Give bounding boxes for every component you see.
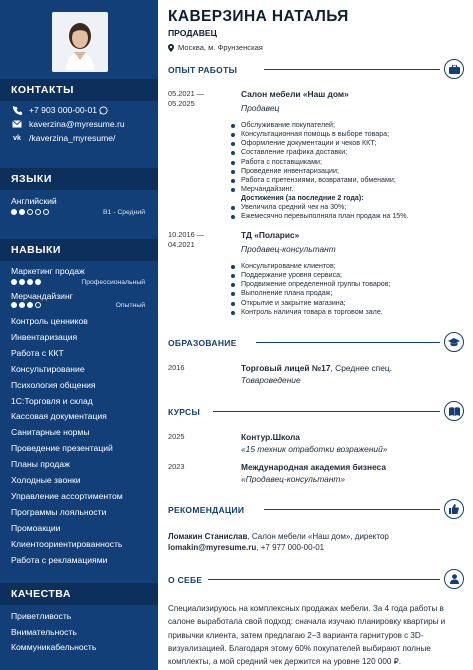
skill-item: Инвентаризация — [11, 331, 78, 342]
bullet-item: Оформление документации и чеков ККТ; — [231, 139, 396, 148]
bullet-item: Контроль наличия товара в торговом зале. — [231, 308, 391, 317]
course-org: Контур.Школа — [241, 432, 300, 442]
location-pin-icon — [168, 44, 174, 52]
skill-item: Работа с рекламациями — [11, 554, 108, 565]
recommendation-contacts — [168, 543, 324, 552]
bullet-item: Увеличила средний чек на 30%; — [231, 203, 408, 212]
level-dot-filled — [19, 279, 25, 285]
quality-item: Коммуникабельность — [11, 642, 97, 652]
bullet-item: Консультирование клиентов; — [231, 262, 391, 271]
bullet-item: Работа с поставщиками; — [231, 158, 396, 167]
graduation-cap-icon — [444, 332, 464, 352]
skill-item: Работа с ККТ — [11, 347, 64, 358]
experience-title: ОПЫТ РАБОТЫ — [168, 65, 238, 75]
recommender-details: , Салон мебели «Наш дом», директор — [247, 532, 389, 541]
vk-value: /kaverzina_myresume/ — [29, 133, 116, 143]
course-name: «15 техник отработки возражений» — [241, 444, 388, 454]
phone-contact[interactable] — [11, 104, 108, 116]
recommender-name: Ломакин Станислав — [168, 532, 248, 541]
email-contact[interactable] — [11, 118, 125, 130]
skill-item: 1С:Торговля и склад — [11, 395, 93, 406]
about-text: Специализируюсь на комплексных продажах мебели. За 4 года работы в салоне выработала свой подход: сначала изучаю планировку квартиры и привычки клиента, затем предлагаю 2–3 варианта гарнитуров с 3D-визуализацией. Благодаря этому 60% покупателей выбирают полные комплекты, а мой средний чек держится на уровне 120 000 ₽. — [168, 604, 446, 667]
level-dot-filled — [11, 279, 17, 285]
course-year: 2023 — [168, 462, 185, 471]
main-content — [158, 0, 473, 670]
course-name: «Продавец-консультант» — [241, 474, 346, 484]
courses-section-header — [168, 401, 464, 421]
bullet-item: Мерчандайзинг. — [231, 185, 396, 194]
skill-item: Консультирование — [11, 363, 85, 374]
email-icon — [11, 120, 23, 128]
job-role: Продавец-консультант — [241, 244, 336, 254]
book-icon — [444, 401, 464, 421]
skill-item: Проведение презентаций — [11, 443, 113, 454]
qualities-title: КАЧЕСТВА — [11, 588, 71, 600]
location — [168, 43, 263, 52]
bullet-item: Проведение инвентаризации; — [231, 167, 396, 176]
quality-item: Приветливость — [11, 611, 72, 621]
level-dot-filled — [35, 279, 41, 285]
skill-rated-dots — [11, 302, 41, 308]
languages-title: ЯЗЫКИ — [11, 173, 52, 185]
language-level-text: B1 - Средний — [103, 209, 145, 216]
courses-title: КУРСЫ — [168, 407, 201, 417]
contacts-header — [0, 79, 158, 101]
education-school: Торговый лицей №17 — [241, 363, 331, 373]
about-section-header — [168, 569, 464, 589]
skill-rated-name: Мерчандайзинг — [11, 291, 73, 301]
recommendations-section-header — [168, 499, 464, 519]
person-icon — [444, 569, 464, 589]
level-dot-filled — [27, 302, 33, 308]
bullet-item: Поддержание уровня сервиса; — [231, 271, 391, 280]
job-role: Продавец — [241, 103, 280, 113]
recommender-phone: , +7 977 000-00-01 — [256, 543, 325, 552]
skill-item: Управление ассортиментом — [11, 490, 123, 501]
location-text: Москва, м. Фрунзенская — [178, 43, 263, 52]
bullet-item: Составление графика доставки; — [231, 148, 396, 157]
education-title: ОБРАЗОВАНИЕ — [168, 338, 237, 348]
phone-icon — [11, 106, 23, 115]
level-dot-filled — [19, 209, 25, 215]
profile-photo — [52, 12, 108, 72]
qualities-header — [0, 583, 158, 605]
person-name: КАВЕРЗИНА НАТАЛЬЯ — [168, 8, 349, 25]
level-dot-filled — [11, 302, 17, 308]
whatsapp-icon — [99, 106, 108, 115]
job-achievements — [231, 203, 408, 221]
level-dot-filled — [11, 209, 17, 215]
quality-item: Внимательность — [11, 627, 77, 637]
bullet-item: Работа с претензиями, возвратами, обменами; — [231, 176, 396, 185]
experience-section-header — [168, 59, 464, 79]
skills-header — [0, 239, 158, 261]
divider — [256, 342, 440, 343]
education-entry — [241, 363, 392, 373]
skill-rated-dots — [11, 279, 41, 285]
job-company: ТД «Поларис» — [241, 230, 300, 240]
language-name: Английский — [11, 196, 57, 206]
divider — [213, 411, 440, 412]
education-section-header — [168, 332, 464, 352]
email-value: kaverzina@myresume.ru — [29, 119, 125, 129]
bullet-item: Продвижение определенной группы товаров; — [231, 280, 391, 289]
skill-item: Психология общения — [11, 379, 96, 390]
skill-rated-name: Маркетинг продаж — [11, 266, 85, 276]
skill-rated-level: Профессиональный — [81, 279, 145, 286]
job-date-to: 05.2025 — [168, 99, 195, 108]
bullet-item: Консультационная помощь в выборе товара; — [231, 130, 396, 139]
level-dot-filled — [19, 302, 25, 308]
job-date-from: 05.2021 — — [168, 89, 205, 98]
thumbs-up-icon — [444, 499, 464, 519]
level-dot-empty — [35, 302, 41, 308]
briefcase-icon — [444, 59, 464, 79]
bullet-item: Открытие и закрытие магазина; — [231, 299, 391, 308]
recommendation-line — [168, 532, 389, 541]
skill-item: Клиентоориентированность — [11, 538, 123, 549]
sidebar — [0, 0, 158, 670]
job-duties — [231, 121, 396, 194]
about-title: О СЕБЕ — [168, 575, 203, 585]
skill-rated-level: Опытный — [115, 302, 145, 309]
education-level: , Среднее спец. — [330, 363, 392, 373]
languages-header — [0, 168, 158, 190]
recommender-email[interactable]: lomakin@myresume.ru — [168, 543, 257, 552]
skills-title: НАВЫКИ — [11, 244, 61, 256]
level-dot-empty — [35, 209, 41, 215]
job-date-to: 04.2021 — [168, 240, 195, 249]
level-dot-empty — [27, 209, 33, 215]
level-dot-filled — [27, 279, 33, 285]
skill-item: Холодные звонки — [11, 475, 81, 485]
course-year: 2025 — [168, 432, 185, 441]
education-year: 2016 — [168, 363, 185, 372]
phone-value: +7 903 000-00-01 — [29, 105, 98, 115]
skill-item: Программы лояльности — [11, 506, 107, 517]
education-field: Товароведение — [241, 375, 301, 385]
bullet-item: Выполнение плана продаж; — [231, 289, 391, 298]
bullet-item: Обслуживание покупателей; — [231, 121, 396, 130]
level-dot-empty — [43, 209, 49, 215]
bullet-item: Ежемесячно перевыполняла план продаж на 15%. — [231, 212, 408, 221]
skill-item: Санитарные нормы — [11, 427, 90, 438]
divider — [264, 509, 440, 510]
course-org: Международная академия бизнеса — [241, 462, 387, 472]
vk-icon: vk — [13, 134, 21, 142]
divider — [208, 579, 440, 580]
skill-item: Контроль ценников — [11, 316, 88, 326]
job-date-from: 10.2016 — — [168, 230, 205, 239]
person-position: ПРОДАВЕЦ — [168, 28, 217, 38]
skill-item: Планы продаж — [11, 459, 70, 470]
vk-contact[interactable] — [11, 132, 115, 144]
language-level-dots — [11, 209, 49, 215]
skill-item: Кассовая документация — [11, 411, 107, 422]
divider — [264, 69, 440, 70]
recommendations-title: РЕКОМЕНДАЦИИ — [168, 505, 245, 515]
job-company: Салон мебели «Наш дом» — [241, 89, 349, 99]
job-duties — [231, 262, 391, 317]
skill-item: Промоакции — [11, 522, 61, 533]
achievements-title: Достижения (за последние 2 года): — [241, 194, 364, 202]
contacts-title: КОНТАКТЫ — [11, 84, 74, 96]
